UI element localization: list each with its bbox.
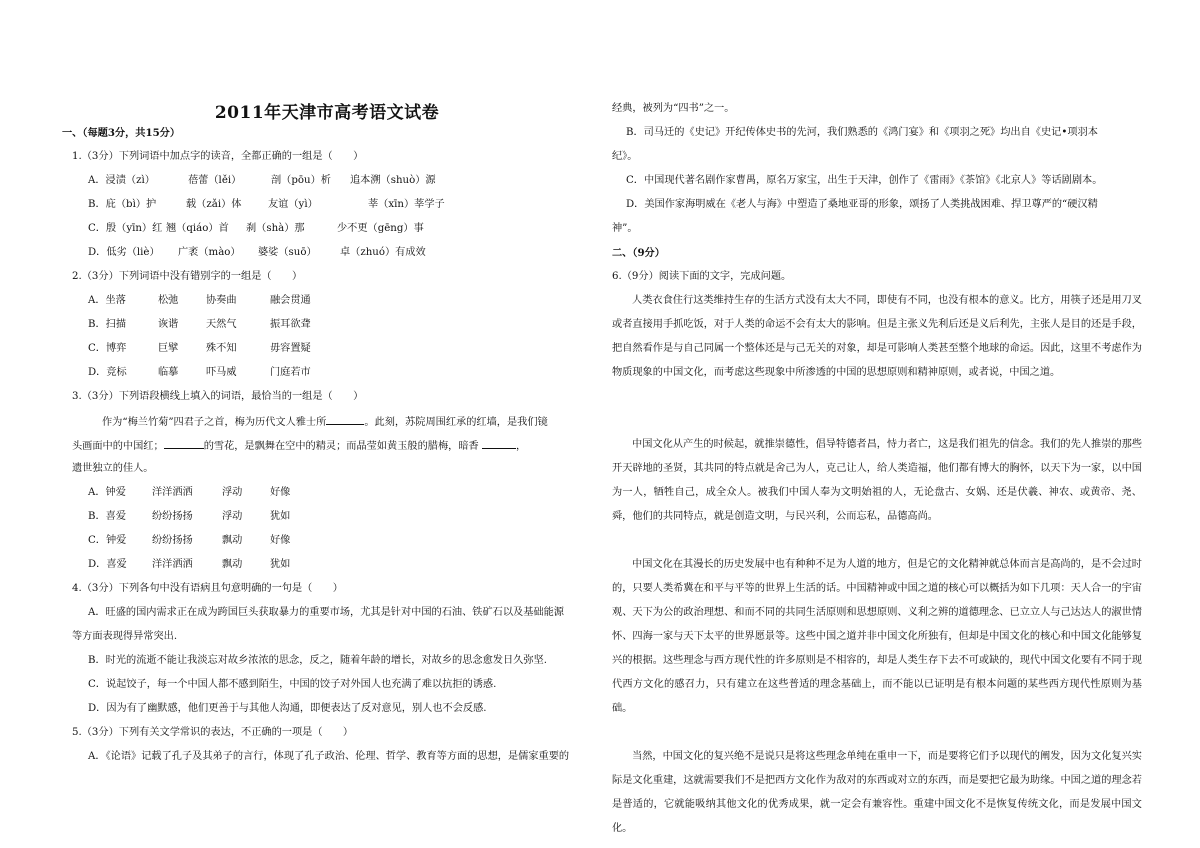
question-5-stem: 5.（3分）下列有关文学常识的表达，不正确的一项是（ ）	[72, 727, 354, 738]
q5-option-d-line-2: 神”。	[612, 223, 638, 234]
question-1-stem: 1.（3分）下列词语中加点字的读音，全都正确的一组是（ ）	[72, 151, 364, 162]
q6-paragraph-1: 人类衣食住行这类维持生存的生活方式没有太大不同，即使有不同，也没有根本的意义。比方，用筷子还是用刀叉或者直接用手抓吃饭，对于人类的命运不会有太大的影响。但是主张义先利后还是义后利先，主张人是目的还是手段，把自然看作是与自己同属一个整体还是与己无关的对象，却是可影响人类甚至整个地球的命运。因此，这里不考虑作为物质现象的中国文化，而考虑这些现象中所渗透的中国的思想原则和精神原则，或者说，中国之道。	[612, 295, 1142, 378]
question-6-stem: 6.（9分）阅读下面的文字，完成问题。	[612, 271, 792, 282]
q3-passage-line-2: 头画面中的中国红； 的雪花，是飘舞在空中的精灵；而晶莹如黄玉般的腊梅，暗香 ，	[72, 438, 526, 454]
q4-option-b: B．时光的流逝不能让我淡忘对故乡浓浓的思念，反之，随着年龄的增长，对故乡的思念愈发日久弥坚.	[88, 655, 547, 666]
q4-option-a-line-1: A．旺盛的国内需求正在成为跨国巨头获取暴力的重要市场，尤其是针对中国的石油、铁矿石以及基础能源	[88, 607, 564, 618]
question-3-stem: 3.（3分）下列语段横线上填入的词语，最恰当的一组是（ ）	[72, 391, 364, 402]
section-heading-2: 二、（9分）	[612, 247, 665, 259]
q5-option-d-line-1: D．美国作家海明威在《老人与海》中塑造了桑地亚哥的形象，颂扬了人类挑战困难、捍卫尊严的“硬汉精	[626, 199, 1098, 210]
fill-blank-3[interactable]	[482, 438, 516, 449]
q5-option-a-line-1: A．《论语》记载了孔子及其弟子的言行，体现了孔子政治、伦理、哲学、教育等方面的思想，是儒家重要的	[88, 751, 570, 762]
q4-option-c: C．说起饺子，每一个中国人都不感到陌生，中国的饺子对外国人也充满了难以抗拒的诱惑.	[88, 679, 497, 690]
question-2-stem: 2.（3分）下列词语中没有错别字的一组是（ ）	[72, 271, 303, 282]
exam-page: 2011年天津市高考语文试卷 一、（每题3分，共15分） 1.（3分）下列词语中加点字的读音，全都正确的一组是（ ） A．浸渍（zì） 蓓蕾（lěi） 剖（pōu）析 追本溯（shuò）源 B．庇（bì）护 载（zǎi）体 友谊（yì） 莘（xīn）莘学子 C．殷（yīn）红 翘（qiáo）首 刹（shà）那 少不更（gēng）事 D．低劣（liè） 广袤（mào） 婆娑（suō） 卓（zhuó）有成效 2.（3分）下列词语中没有错别字的一组是（ ） A．坐落 松弛 协奏曲 融会贯通 B．扫描 诙谐 天然气 振耳欲聋 C．博弈 巨擘 殊不知 毋容置疑 D．竞标 临摹 吓马威 门庭若市 3.（3分）下列语段横线上填入的词语，最恰当的一组是（ ） 作为“梅兰竹菊”四君子之首，梅为历代文人雅士所 。此刻，苏院周围红承的红墙，是我们镜 头画面中的中国红； 的雪花，是飘舞在空中的精灵；而晶莹如黄玉般的腊梅，暗香 ， 遗世独立的佳人。 A．钟爱 洋洋洒洒 浮动 好像 B．喜爱 纷纷扬扬 浮动 犹如 C．钟爱 纷纷扬扬 飘动 好像 D．喜爱 洋洋洒洒 飘动 犹如 4.（3分）下列各句中没有语病且句意明确的一句是（ ） A．旺盛的国内需求正在成为跨国巨头获取暴力的重要市场，尤其是针对中国的石油、铁矿石以及基础能源 等方面表现得异常突出. B．时光的流逝不能让我淡忘对故乡浓浓的思念，反之，随着年龄的增长，对故乡的思念愈发日久弥坚. C．说起饺子，每一个中国人都不感到陌生，中国的饺子对外国人也充满了难以抗拒的诱惑. D．因为有了幽默感，他们更善于与其他人沟通，即便表达了反对意见，别人也不会反感. 5.（3分）下列有关文学常识的表达，不正确的一项是（ ） A．《论语》记载了孔子及其弟子的言行，体现了孔子政治、伦理、哲学、教育等方面的思想，是儒家重要的 经典，被列为“四书”之一。 B．司马迁的《史记》开纪传体史书的先河，我们熟悉的《鸿门宴》和《项羽之死》均出自《史记•项羽本 纪》。 C．中国现代著名剧作家曹禺，原名万家宝，出生于天津，创作了《雷雨》《茶馆》《北京人》等话剧剧本。 D．美国作家海明威在《老人与海》中塑造了桑地亚哥的形象，颂扬了人类挑战困难、捍卫尊严的“硬汉精 神”。 二、（9分） 6.（9分）阅读下面的文字，完成问题。 人类衣食住行这类维持生存的生活方式没有太大不同，即使有不同，也没有根本的意义。比方，用筷子还是用刀叉或者直接用手抓吃饭，对于人类的命运不会有太大的影响。但是主张义先利后还是义后利先，主张人是目的还是手段，把自然看作是与自己同属一个整体还是与己无关的对象，却是可影响人类甚至整个地球的命运。因此，这里不考虑作为物质现象的中国文化，而考虑这些现象中所渗透的中国的思想原则和精神原则，或者说，中国之道。 中国文化从产生的时候起，就推崇德性，倡导特德者昌，恃力者亡，这是我们祖先的信念。我们的先人推崇的那些开天辟地的圣贤，其共同的特点就是舍己为人，克己让人，给人类造福，他们都有博大的胸怀，以天下为一家，以中国为一人，牺牲自己，成全众人。被我们中国人奉为文明始祖的人，无论盘古、女娲、还是伏羲、神农、或黄帝、尧、舜，他们的共同特点，就是创造文明，与民兴利，公而忘私，品德高尚。 中国文化在其漫长的历史发展中也有种种不足为人道的地方，但是它的文化精神就总体而言是高尚的，是不会过时的，只要人类希冀在和平与平等的世界上生活的话。中国精神或中国之道的核心可以概括为如下几项：天人合一的宇宙观、天下为公的政治理想、和而不同的共同生活原则和思想原则、义利之辨的道德理念、已立立人与己达达人的淑世情怀、四海一家与天下太平的世界愿景等。这些中国之道并非中国文化所独有，但却是中国文化的核心和中国文化能够复兴的根据。这些理念与西方现代性的许多原则是不相容的，却是人类生存下去不可或缺的，现代中国文化要有不同于现代西方文化的感召力，只有建立在这些普适的理念基础上，而不能以已证明是有根本问题的某些西方现代性原则为基础。 当然，中国文化的复兴绝不是说只是将这些理念单纯在重申一下，而是要将它们予以现代的阐发，因为文化复兴实际是文化重建，这就需要我们不是把西方文化作为敌对的东西或对立的东西，而是要把它最为助缘。中国之道的理念若是普适的，它就能吸纳其他文化的优秀成果，就一定会有兼容性。重建中国文化不是恢复传统文化，而是发展中国文化。	[0, 0, 1200, 848]
q5-option-c: C．中国现代著名剧作家曹禺，原名万家宝，出生于天津，创作了《雷雨》《茶馆》《北京人》等话剧剧本。	[626, 175, 1103, 186]
q6-paragraph-3: 中国文化在其漫长的历史发展中也有种种不足为人道的地方，但是它的文化精神就总体而言是高尚的，是不会过时的，只要人类希冀在和平与平等的世界上生活的话。中国精神或中国之道的核心可以概括为如下几项：天人合一的宇宙观、天下为公的政治理想、和而不同的共同生活原则和思想原则、义利之辨的道德理念、已立立人与己达达人的淑世情怀、四海一家与天下太平的世界愿景等。这些中国之道并非中国文化所独有，但却是中国文化的核心和中国文化能够复兴的根据。这些理念与西方现代性的许多原则是不相容的，却是人类生存下去不可或缺的，现代中国文化要有不同于现代西方文化的感召力，只有建立在这些普适的理念基础上，而不能以已证明是有根本问题的某些西方现代性原则为基础。	[612, 559, 1142, 714]
q5-option-b-line-1: B．司马迁的《史记》开纪传体史书的先河，我们熟悉的《鸿门宴》和《项羽之死》均出自《史记•项羽本	[626, 127, 1098, 138]
fill-blank-1[interactable]	[326, 414, 364, 425]
q5-option-b-line-2: 纪》。	[612, 151, 638, 162]
q6-paragraph-2: 中国文化从产生的时候起，就推崇德性，倡导特德者昌，恃力者亡，这是我们祖先的信念。我们的先人推崇的那些开天辟地的圣贤，其共同的特点就是舍己为人，克己让人，给人类造福，他们都有博大的胸怀，以天下为一家，以中国为一人，牺牲自己，成全众人。被我们中国人奉为文明始祖的人，无论盘古、女娲、还是伏羲、神农、或黄帝、尧、舜，他们的共同特点，就是创造文明，与民兴利，公而忘私，品德高尚。	[612, 439, 1142, 522]
question-4-stem: 4.（3分）下列各句中没有语病且句意明确的一句是（ ）	[72, 583, 343, 594]
q4-option-a-line-2: 等方面表现得异常突出.	[72, 631, 178, 642]
section-heading-1: 一、（每题3分，共15分）	[62, 127, 181, 139]
q5-option-a-line-2: 经典，被列为“四书”之一。	[612, 103, 735, 114]
q4-option-d: D．因为有了幽默感，他们更善于与其他人沟通，即便表达了反对意见，别人也不会反感.	[88, 703, 487, 714]
page-title: 2011年天津市高考语文试卷	[214, 103, 440, 123]
q3-passage-line-1: 作为“梅兰竹菊”四君子之首，梅为历代文人雅士所 。此刻，苏院周围红承的红墙，是我们镜	[102, 414, 548, 430]
fill-blank-2[interactable]	[164, 438, 204, 449]
q6-paragraph-4: 当然，中国文化的复兴绝不是说只是将这些理念单纯在重申一下，而是要将它们予以现代的阐发，因为文化复兴实际是文化重建，这就需要我们不是把西方文化作为敌对的东西或对立的东西，而是要把它最为助缘。中国之道的理念若是普适的，它就能吸纳其他文化的优秀成果，就一定会有兼容性。重建中国文化不是恢复传统文化，而是发展中国文化。	[612, 751, 1142, 834]
q3-passage-line-3: 遗世独立的佳人。	[72, 463, 154, 474]
